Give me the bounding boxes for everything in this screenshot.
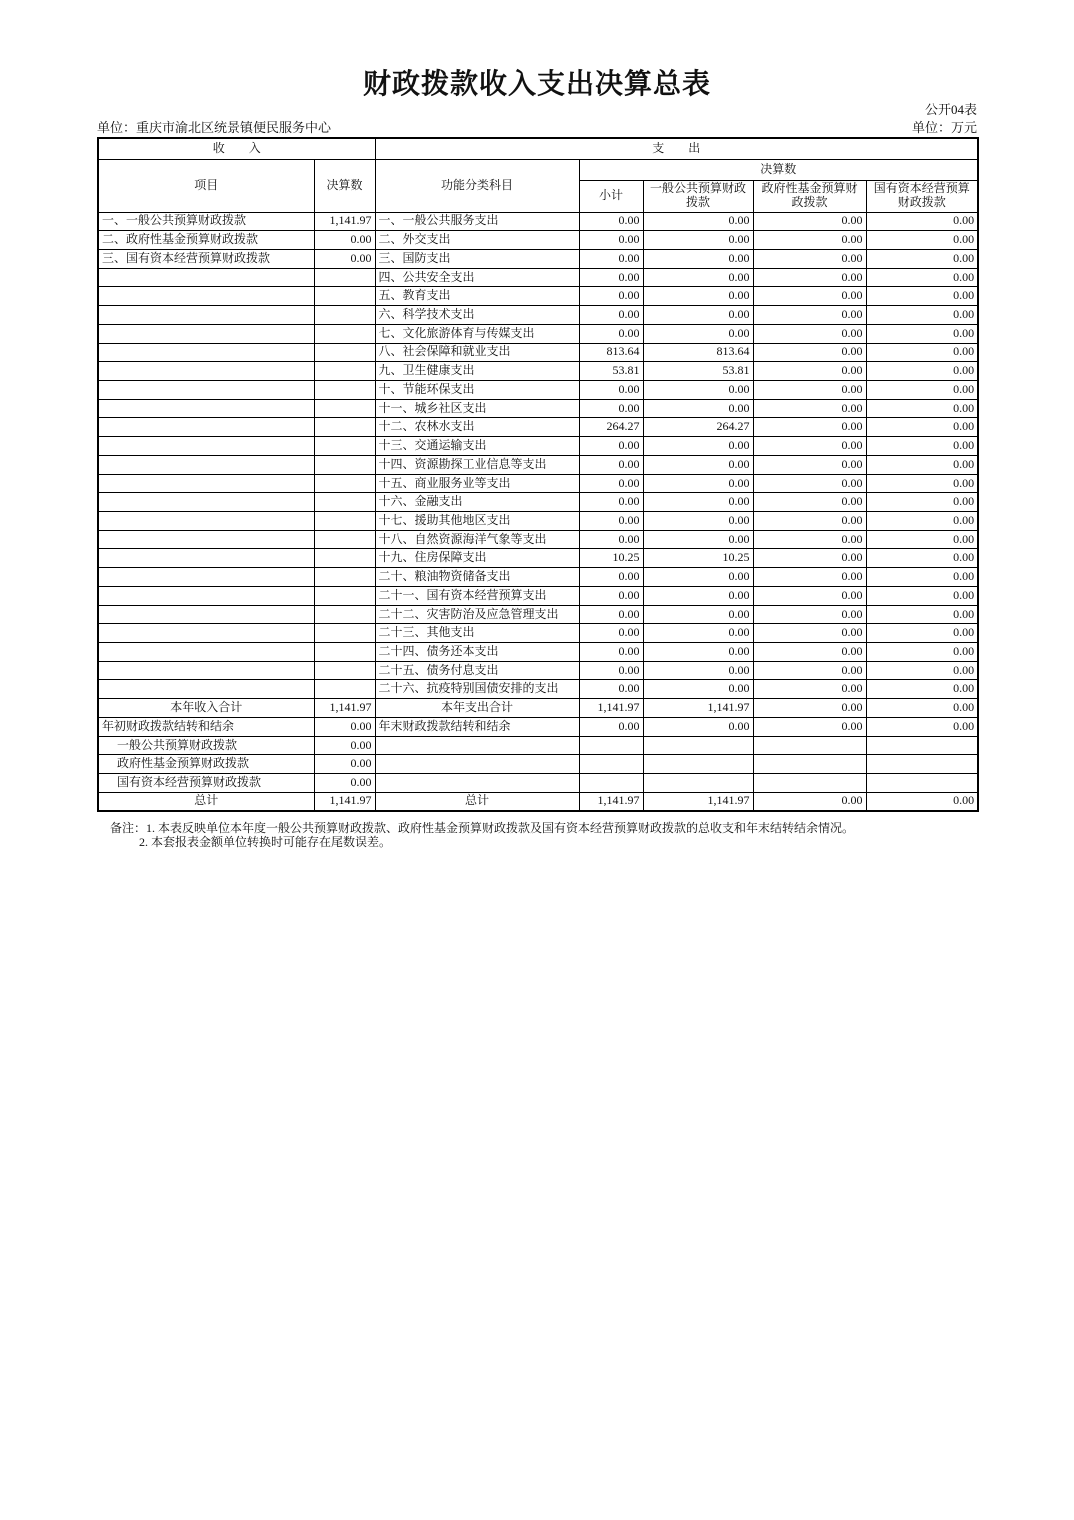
subtotal-value-cell: 1,141.97 — [579, 699, 643, 718]
capital-budget-value-cell: 0.00 — [866, 399, 978, 418]
table-row — [98, 399, 978, 418]
income-item-cell — [98, 455, 314, 474]
income-value-cell — [314, 362, 375, 381]
capital-budget-value-cell: 0.00 — [866, 792, 978, 811]
general-budget-value-cell: 0.00 — [643, 643, 753, 662]
income-item-cell — [98, 512, 314, 531]
income-item-cell — [98, 343, 314, 362]
income-value-cell: 1,141.97 — [314, 792, 375, 811]
capital-budget-value-cell: 0.00 — [866, 455, 978, 474]
table-row — [98, 212, 978, 231]
fund-budget-value-cell: 0.00 — [753, 268, 866, 287]
table-code: 公开04表 — [924, 102, 977, 117]
income-value-cell: 0.00 — [314, 755, 375, 774]
table-row — [98, 306, 978, 325]
income-value-cell: 0.00 — [314, 231, 375, 250]
expense-item-cell: 二十一、国有资本经营预算支出 — [375, 586, 579, 605]
subtotal-value-cell — [579, 755, 643, 774]
income-value-cell — [314, 268, 375, 287]
general-budget-value-cell: 0.00 — [643, 268, 753, 287]
fund-budget-value-cell: 0.00 — [753, 380, 866, 399]
income-value-cell — [314, 643, 375, 662]
table-row — [98, 268, 978, 287]
fund-budget-value-cell: 0.00 — [753, 455, 866, 474]
income-value-cell — [314, 380, 375, 399]
subtotal-value-cell: 0.00 — [579, 493, 643, 512]
fund-budget-value-cell: 0.00 — [753, 568, 866, 587]
expense-item-cell: 十六、金融支出 — [375, 493, 579, 512]
subtotal-value-cell: 0.00 — [579, 512, 643, 531]
general-budget-value-cell: 0.00 — [643, 474, 753, 493]
income-item-cell: 政府性基金预算财政拨款 — [98, 755, 314, 774]
column-header-state-capital-budget: 国有资本经营预算财政拨款 — [866, 180, 978, 212]
fund-budget-value-cell: 0.00 — [753, 699, 866, 718]
fund-budget-value-cell: 0.00 — [753, 324, 866, 343]
table-row — [98, 249, 978, 268]
income-value-cell — [314, 437, 375, 456]
income-item-cell — [98, 643, 314, 662]
table-row — [98, 568, 978, 587]
expense-item-cell: 十二、农林水支出 — [375, 418, 579, 437]
subtotal-value-cell: 0.00 — [579, 306, 643, 325]
unit-row — [97, 117, 977, 136]
income-item-cell — [98, 680, 314, 699]
fund-budget-value-cell: 0.00 — [753, 493, 866, 512]
column-header-government-fund-budget: 政府性基金预算财政拨款 — [753, 180, 866, 212]
table-row — [98, 231, 978, 250]
table-row — [98, 380, 978, 399]
capital-budget-value-cell: 0.00 — [866, 568, 978, 587]
subtotal-value-cell: 0.00 — [579, 586, 643, 605]
income-item-cell: 三、国有资本经营预算财政拨款 — [98, 249, 314, 268]
capital-budget-value-cell — [866, 774, 978, 793]
subtotal-value-cell: 0.00 — [579, 249, 643, 268]
fund-budget-value-cell: 0.00 — [753, 474, 866, 493]
column-header-functional-category: 功能分类科目 — [375, 159, 579, 212]
table-row — [98, 586, 978, 605]
fund-budget-value-cell: 0.00 — [753, 249, 866, 268]
general-budget-value-cell: 0.00 — [643, 717, 753, 736]
income-value-cell — [314, 586, 375, 605]
subtotal-value-cell: 0.00 — [579, 661, 643, 680]
fund-budget-value-cell: 0.00 — [753, 399, 866, 418]
subtotal-value-cell — [579, 736, 643, 755]
column-header-item: 项目 — [98, 159, 314, 212]
table-row — [98, 792, 978, 811]
income-value-cell: 1,141.97 — [314, 212, 375, 231]
income-item-cell: 一般公共预算财政拨款 — [98, 736, 314, 755]
subtotal-value-cell: 0.00 — [579, 287, 643, 306]
general-budget-value-cell: 0.00 — [643, 586, 753, 605]
expenditure-section-header: 支 出 — [375, 138, 978, 159]
income-item-cell: 一、一般公共预算财政拨款 — [98, 212, 314, 231]
subtotal-value-cell — [579, 774, 643, 793]
header-row-2 — [98, 159, 978, 180]
table-row — [98, 493, 978, 512]
table-row — [98, 755, 978, 774]
income-value-cell — [314, 512, 375, 531]
table-row — [98, 661, 978, 680]
fund-budget-value-cell: 0.00 — [753, 512, 866, 531]
table-row — [98, 455, 978, 474]
fund-budget-value-cell: 0.00 — [753, 661, 866, 680]
general-budget-value-cell: 0.00 — [643, 324, 753, 343]
fund-budget-value-cell: 0.00 — [753, 624, 866, 643]
income-item-cell — [98, 324, 314, 343]
fund-budget-value-cell: 0.00 — [753, 362, 866, 381]
expense-item-cell: 十一、城乡社区支出 — [375, 399, 579, 418]
subtotal-value-cell: 264.27 — [579, 418, 643, 437]
income-value-cell — [314, 418, 375, 437]
fund-budget-value-cell: 0.00 — [753, 586, 866, 605]
expense-item-cell: 十、节能环保支出 — [375, 380, 579, 399]
expense-item-cell — [375, 774, 579, 793]
general-budget-value-cell — [643, 774, 753, 793]
budget-summary-table — [97, 137, 979, 812]
general-budget-value-cell: 0.00 — [643, 306, 753, 325]
currency-unit-label: 单位：万元 — [911, 120, 977, 135]
income-value-cell — [314, 568, 375, 587]
capital-budget-value-cell: 0.00 — [866, 437, 978, 456]
table-row — [98, 717, 978, 736]
income-item-cell — [98, 437, 314, 456]
table-row — [98, 437, 978, 456]
income-value-cell — [314, 306, 375, 325]
general-budget-value-cell: 0.00 — [643, 437, 753, 456]
income-item-cell — [98, 605, 314, 624]
general-budget-value-cell — [643, 755, 753, 774]
expense-item-cell: 二十六、抗疫特别国债安排的支出 — [375, 680, 579, 699]
expense-item-cell — [375, 755, 579, 774]
general-budget-value-cell: 0.00 — [643, 512, 753, 531]
table-row — [98, 643, 978, 662]
fund-budget-value-cell: 0.00 — [753, 792, 866, 811]
fund-budget-value-cell: 0.00 — [753, 717, 866, 736]
fund-budget-value-cell — [753, 755, 866, 774]
capital-budget-value-cell: 0.00 — [866, 661, 978, 680]
expense-item-cell: 十八、自然资源海洋气象等支出 — [375, 530, 579, 549]
capital-budget-value-cell: 0.00 — [866, 586, 978, 605]
income-value-cell: 1,141.97 — [314, 699, 375, 718]
column-header-final-amount-group: 决算数 — [579, 159, 978, 180]
table-row — [98, 512, 978, 531]
fund-budget-value-cell: 0.00 — [753, 530, 866, 549]
income-item-cell — [98, 287, 314, 306]
general-budget-value-cell: 0.00 — [643, 231, 753, 250]
expense-item-cell: 年末财政拨款结转和结余 — [375, 717, 579, 736]
table-row — [98, 362, 978, 381]
subtotal-value-cell: 0.00 — [579, 474, 643, 493]
income-item-cell — [98, 493, 314, 512]
expense-item-cell: 二十、粮油物资储备支出 — [375, 568, 579, 587]
page-title: 财政拨款收入支出决算总表 — [362, 69, 711, 100]
fund-budget-value-cell: 0.00 — [753, 343, 866, 362]
fund-budget-value-cell: 0.00 — [753, 287, 866, 306]
table-row — [98, 418, 978, 437]
subtotal-value-cell: 0.00 — [579, 324, 643, 343]
capital-budget-value-cell: 0.00 — [866, 380, 978, 399]
general-budget-value-cell: 0.00 — [643, 530, 753, 549]
fund-budget-value-cell: 0.00 — [753, 437, 866, 456]
capital-budget-value-cell: 0.00 — [866, 343, 978, 362]
income-item-cell: 本年收入合计 — [98, 699, 314, 718]
table-row — [98, 324, 978, 343]
capital-budget-value-cell: 0.00 — [866, 512, 978, 531]
income-value-cell — [314, 474, 375, 493]
expense-item-cell: 一、一般公共服务支出 — [375, 212, 579, 231]
income-value-cell: 0.00 — [314, 736, 375, 755]
income-value-cell — [314, 343, 375, 362]
capital-budget-value-cell: 0.00 — [866, 680, 978, 699]
expense-item-cell: 十四、资源勘探工业信息等支出 — [375, 455, 579, 474]
income-item-cell — [98, 530, 314, 549]
income-item-cell — [98, 418, 314, 437]
income-item-cell — [98, 380, 314, 399]
fund-budget-value-cell: 0.00 — [753, 605, 866, 624]
subtotal-value-cell: 0.00 — [579, 717, 643, 736]
income-item-cell — [98, 474, 314, 493]
expense-item-cell — [375, 736, 579, 755]
subtotal-value-cell: 53.81 — [579, 362, 643, 381]
expense-item-cell: 十三、交通运输支出 — [375, 437, 579, 456]
fund-budget-value-cell: 0.00 — [753, 549, 866, 568]
capital-budget-value-cell: 0.00 — [866, 249, 978, 268]
subtotal-value-cell: 0.00 — [579, 380, 643, 399]
subtotal-value-cell: 0.00 — [579, 643, 643, 662]
capital-budget-value-cell — [866, 736, 978, 755]
fund-budget-value-cell: 0.00 — [753, 418, 866, 437]
income-value-cell — [314, 287, 375, 306]
subtotal-value-cell: 0.00 — [579, 212, 643, 231]
expense-item-cell: 二十四、债务还本支出 — [375, 643, 579, 662]
income-item-cell — [98, 268, 314, 287]
fund-budget-value-cell — [753, 774, 866, 793]
income-value-cell — [314, 549, 375, 568]
income-value-cell — [314, 680, 375, 699]
expense-item-cell: 四、公共安全支出 — [375, 268, 579, 287]
capital-budget-value-cell: 0.00 — [866, 287, 978, 306]
expense-item-cell: 十七、援助其他地区支出 — [375, 512, 579, 531]
general-budget-value-cell: 0.00 — [643, 493, 753, 512]
expense-item-cell: 本年支出合计 — [375, 699, 579, 718]
table-row — [98, 699, 978, 718]
income-value-cell: 0.00 — [314, 717, 375, 736]
subtotal-value-cell: 1,141.97 — [579, 792, 643, 811]
capital-budget-value-cell: 0.00 — [866, 530, 978, 549]
expense-item-cell: 八、社会保障和就业支出 — [375, 343, 579, 362]
column-header-subtotal: 小计 — [579, 180, 643, 212]
general-budget-value-cell: 0.00 — [643, 605, 753, 624]
income-item-cell: 总计 — [98, 792, 314, 811]
subtotal-value-cell: 0.00 — [579, 680, 643, 699]
general-budget-value-cell: 0.00 — [643, 568, 753, 587]
income-item-cell — [98, 306, 314, 325]
general-budget-value-cell: 264.27 — [643, 418, 753, 437]
income-item-cell — [98, 362, 314, 381]
general-budget-value-cell: 0.00 — [643, 287, 753, 306]
income-item-cell: 年初财政拨款结转和结余 — [98, 717, 314, 736]
subtotal-value-cell: 0.00 — [579, 437, 643, 456]
income-item-cell: 国有资本经营预算财政拨款 — [98, 774, 314, 793]
column-header-general-public-budget: 一般公共预算财政拨款 — [643, 180, 753, 212]
income-item-cell — [98, 399, 314, 418]
subtotal-value-cell: 0.00 — [579, 399, 643, 418]
capital-budget-value-cell: 0.00 — [866, 699, 978, 718]
table-row — [98, 736, 978, 755]
income-item-cell — [98, 661, 314, 680]
capital-budget-value-cell: 0.00 — [866, 643, 978, 662]
subtotal-value-cell: 0.00 — [579, 455, 643, 474]
table-row — [98, 680, 978, 699]
expense-item-cell: 十九、住房保障支出 — [375, 549, 579, 568]
expense-item-cell: 九、卫生健康支出 — [375, 362, 579, 381]
expense-item-cell: 六、科学技术支出 — [375, 306, 579, 325]
fund-budget-value-cell — [753, 736, 866, 755]
income-value-cell — [314, 624, 375, 643]
general-budget-value-cell — [643, 736, 753, 755]
income-value-cell — [314, 661, 375, 680]
general-budget-value-cell: 53.81 — [643, 362, 753, 381]
subtotal-value-cell: 0.00 — [579, 231, 643, 250]
general-budget-value-cell: 813.64 — [643, 343, 753, 362]
subtotal-value-cell: 0.00 — [579, 268, 643, 287]
column-header-final-amount: 决算数 — [314, 159, 375, 212]
income-value-cell: 0.00 — [314, 249, 375, 268]
table-row — [98, 287, 978, 306]
table-row — [98, 474, 978, 493]
table-body — [98, 212, 978, 811]
org-unit-label: 单位：重庆市渝北区统景镇便民服务中心 — [97, 120, 332, 135]
income-value-cell — [314, 399, 375, 418]
capital-budget-value-cell: 0.00 — [866, 418, 978, 437]
note-line-1: 备注：1. 本表反映单位本年度一般公共预算财政拨款、政府性基金预算财政拨款及国有资本经营预算财政拨款的总收支和年末结转结余情况。 — [110, 821, 855, 835]
income-value-cell — [314, 324, 375, 343]
subtotal-value-cell: 0.00 — [579, 530, 643, 549]
expense-item-cell: 二十五、债务付息支出 — [375, 661, 579, 680]
footnotes — [110, 822, 970, 849]
capital-budget-value-cell: 0.00 — [866, 624, 978, 643]
expense-item-cell: 七、文化旅游体育与传媒支出 — [375, 324, 579, 343]
general-budget-value-cell: 0.00 — [643, 380, 753, 399]
income-item-cell — [98, 568, 314, 587]
capital-budget-value-cell: 0.00 — [866, 324, 978, 343]
expense-item-cell: 二十三、其他支出 — [375, 624, 579, 643]
section-header-row — [98, 138, 978, 159]
general-budget-value-cell: 10.25 — [643, 549, 753, 568]
capital-budget-value-cell: 0.00 — [866, 231, 978, 250]
fund-budget-value-cell: 0.00 — [753, 231, 866, 250]
fund-budget-value-cell: 0.00 — [753, 306, 866, 325]
subtotal-value-cell: 0.00 — [579, 568, 643, 587]
general-budget-value-cell: 1,141.97 — [643, 792, 753, 811]
subtotal-value-cell: 0.00 — [579, 624, 643, 643]
expense-item-cell: 十五、商业服务业等支出 — [375, 474, 579, 493]
income-value-cell — [314, 455, 375, 474]
capital-budget-value-cell: 0.00 — [866, 717, 978, 736]
general-budget-value-cell: 0.00 — [643, 624, 753, 643]
income-value-cell — [314, 493, 375, 512]
capital-budget-value-cell — [866, 755, 978, 774]
income-value-cell: 0.00 — [314, 774, 375, 793]
table-row — [98, 343, 978, 362]
capital-budget-value-cell: 0.00 — [866, 268, 978, 287]
expense-item-cell: 五、教育支出 — [375, 287, 579, 306]
general-budget-value-cell: 0.00 — [643, 212, 753, 231]
table-row — [98, 605, 978, 624]
income-item-cell: 二、政府性基金预算财政拨款 — [98, 231, 314, 250]
general-budget-value-cell: 0.00 — [643, 661, 753, 680]
income-item-cell — [98, 549, 314, 568]
capital-budget-value-cell: 0.00 — [866, 549, 978, 568]
subtotal-value-cell: 813.64 — [579, 343, 643, 362]
note-line-2: 2. 本套报表金额单位转换时可能存在尾数误差。 — [139, 834, 392, 849]
capital-budget-value-cell: 0.00 — [866, 605, 978, 624]
capital-budget-value-cell: 0.00 — [866, 306, 978, 325]
capital-budget-value-cell: 0.00 — [866, 474, 978, 493]
subtotal-value-cell: 10.25 — [579, 549, 643, 568]
general-budget-value-cell: 0.00 — [643, 455, 753, 474]
subtotal-value-cell: 0.00 — [579, 605, 643, 624]
general-budget-value-cell: 0.00 — [643, 680, 753, 699]
fund-budget-value-cell: 0.00 — [753, 643, 866, 662]
income-value-cell — [314, 605, 375, 624]
expense-item-cell: 总计 — [375, 792, 579, 811]
capital-budget-value-cell: 0.00 — [866, 493, 978, 512]
general-budget-value-cell: 0.00 — [643, 249, 753, 268]
income-item-cell — [98, 586, 314, 605]
expense-item-cell: 二、外交支出 — [375, 231, 579, 250]
fund-budget-value-cell: 0.00 — [753, 680, 866, 699]
table-row — [98, 549, 978, 568]
general-budget-value-cell: 0.00 — [643, 399, 753, 418]
capital-budget-value-cell: 0.00 — [866, 362, 978, 381]
table-row — [98, 624, 978, 643]
income-section-header: 收 入 — [98, 138, 375, 159]
table-row — [98, 530, 978, 549]
income-value-cell — [314, 530, 375, 549]
expense-item-cell: 三、国防支出 — [375, 249, 579, 268]
expense-item-cell: 二十二、灾害防治及应急管理支出 — [375, 605, 579, 624]
fund-budget-value-cell: 0.00 — [753, 212, 866, 231]
income-item-cell — [98, 624, 314, 643]
general-budget-value-cell: 1,141.97 — [643, 699, 753, 718]
capital-budget-value-cell: 0.00 — [866, 212, 978, 231]
table-row — [98, 774, 978, 793]
